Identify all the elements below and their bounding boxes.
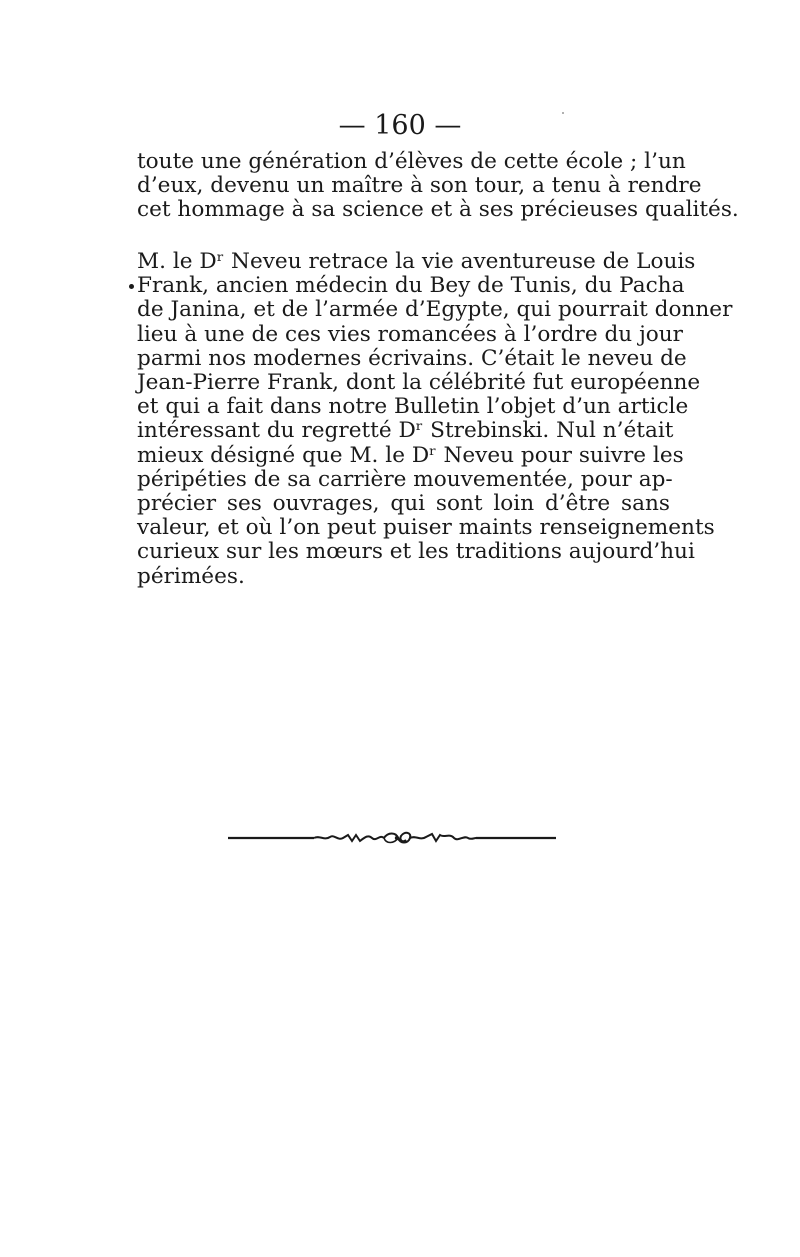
text-line: mieux désigné que M. le Dʳ Neveu pour suivre les xyxy=(137,442,684,468)
paper-speck xyxy=(562,112,564,114)
text-line: et qui a fait dans notre Bulletin l’objet d’un article xyxy=(137,394,689,420)
paragraph-2 xyxy=(137,249,733,589)
text-line: toute une génération d’élèves de cette école ; l’un xyxy=(137,149,686,174)
text-line: de Janina, et de l’armée d’Egypte, qui pourrait donner xyxy=(137,297,733,323)
text-line: d’eux, devenu un maître à son tour, a tenu à rendre xyxy=(137,173,702,199)
text-line: périmées. xyxy=(137,563,245,589)
tailpiece-flourish-icon xyxy=(228,826,556,850)
text-line: M. le Dʳ Neveu retrace la vie aventureuse de Louis xyxy=(137,249,696,274)
paragraph-1 xyxy=(137,149,739,223)
text-line: précier ses ouvrages, qui sont loin d’être sans xyxy=(137,491,670,517)
text-line: Frank, ancien médecin du Bey de Tunis, du Pacha xyxy=(137,273,685,299)
page-number: — 160 — xyxy=(338,110,462,141)
text-line: parmi nos modernes écrivains. C’était le neveu de xyxy=(137,345,687,371)
stray-ink-dot xyxy=(129,284,134,289)
text-line: Jean-Pierre Frank, dont la célébrité fut européenne xyxy=(137,370,701,396)
text-line: intéressant du regretté Dʳ Strebinski. Nul n’était xyxy=(137,418,674,444)
text-line: lieu à une de ces vies romancées à l’ordre du jour xyxy=(137,321,683,347)
text-line: péripéties de sa carrière mouvementée, pour ap- xyxy=(137,466,673,492)
text-line: valeur, et où l’on peut puiser maints renseignements xyxy=(137,515,715,541)
text-line: cet hommage à sa science et à ses précieuses qualités. xyxy=(137,197,739,223)
text-line: curieux sur les mœurs et les traditions aujourd’hui xyxy=(137,539,695,565)
